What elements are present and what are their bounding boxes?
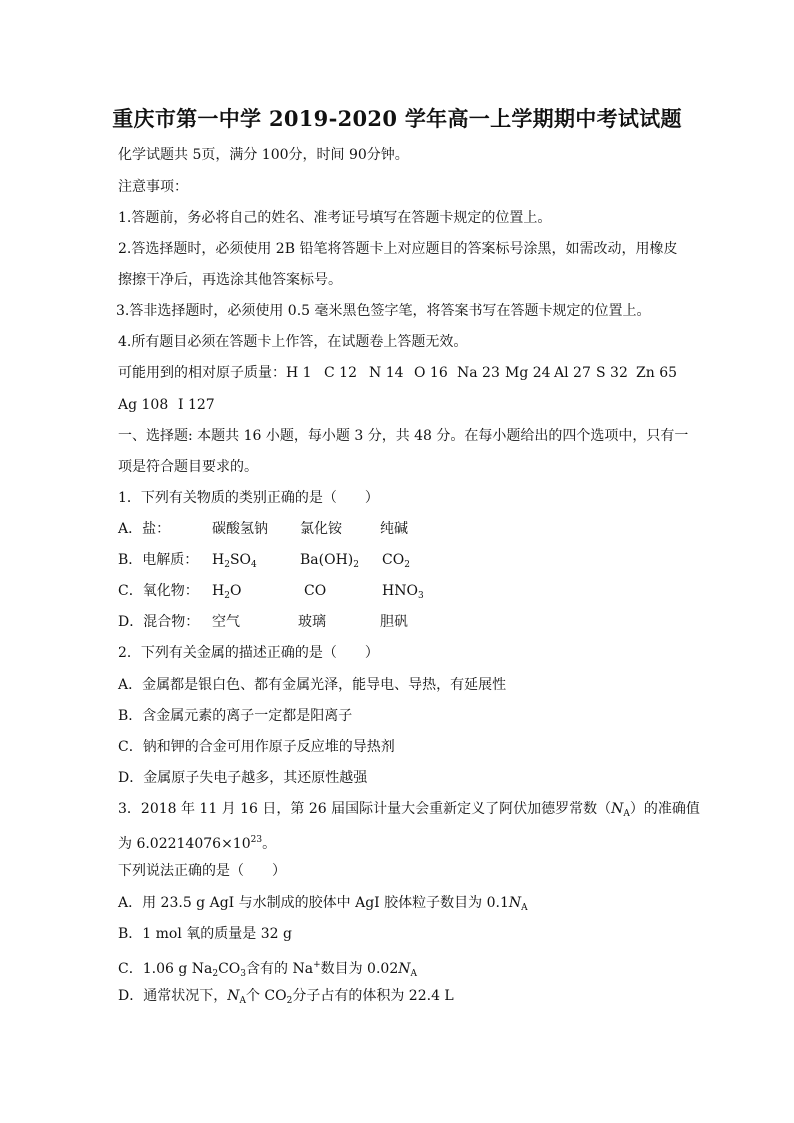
atomic-mass: Al 27 — [554, 365, 591, 381]
atomic-mass: I 127 — [178, 397, 215, 413]
option-item: 玻璃 — [298, 614, 326, 630]
exam-intro: 化学试题共 5页，满分 100分，时间 90分钟。 — [118, 147, 409, 163]
q3-option-d — [118, 987, 454, 1010]
formula-part: SO — [229, 552, 252, 568]
formula-co: CO — [304, 583, 327, 599]
formula-subscript: 2 — [224, 591, 230, 601]
question-3-stem-cont — [118, 831, 276, 853]
q2-option-b: B．含金属元素的离子一定都是阳离子 — [118, 708, 353, 724]
q2-option-d: D．金属原子失电子越多，其还原性越强 — [118, 770, 368, 786]
atomic-mass: O 16 — [414, 365, 448, 381]
avogadro-symbol: N — [227, 988, 240, 1004]
section-heading-cont: 项是符合题目要求的。 — [118, 459, 258, 475]
formula-subscript: 4 — [251, 560, 257, 570]
q3-option-a — [118, 894, 528, 917]
option-label: C．氧化物： — [118, 583, 199, 599]
question-1-stem: 1．下列有关物质的类别正确的是（ ） — [118, 490, 379, 506]
formula-subscript: 2 — [286, 996, 293, 1006]
option-label: A．盐： — [118, 521, 171, 537]
formula-hno3 — [382, 582, 424, 605]
note-2-cont: 擦擦干净后，再选涂其他答案标号。 — [118, 272, 342, 288]
formula-subscript: 2 — [404, 560, 410, 570]
question-2-stem: 2．下列有关金属的描述正确的是（ ） — [118, 645, 379, 661]
charge-superscript: + — [313, 960, 321, 970]
formula-baoh2 — [300, 551, 359, 574]
stem-text: 3．2018 年 11 月 16 日，第 26 届国际计量大会重新定义了阿伏加德罗常数（ — [118, 801, 612, 817]
page-title: 重庆市第一中学 2019-2020 学年高一上学期期中考试试题 — [112, 106, 682, 131]
question-3-prompt: 下列说法正确的是（ ） — [118, 863, 286, 879]
stem-text: ）的准确值 — [629, 801, 700, 817]
formula-subscript: 2 — [353, 560, 359, 570]
option-item: 空气 — [212, 614, 240, 630]
question-3-stem — [118, 800, 700, 823]
option-text: 分子占有的体积为 22.4 L — [292, 988, 454, 1004]
q3-option-b: B．1 mol 氧的质量是 32 g — [118, 926, 292, 942]
atomic-mass: H 1 — [286, 365, 312, 381]
formula-part: Ba(OH) — [300, 552, 354, 568]
formula-subscript: 3 — [417, 591, 424, 601]
formula-co2 — [382, 551, 410, 574]
option-item: 纯碱 — [380, 521, 408, 537]
option-text: 数目为 0.02 — [320, 961, 399, 977]
formula-subscript: 2 — [212, 969, 219, 979]
stem-text: 为 6.02214076×10 — [118, 836, 251, 852]
stem-text: 。 — [262, 836, 277, 852]
avogadro-subscript: A — [521, 903, 528, 913]
formula-part: HNO — [382, 583, 418, 599]
note-1: 1.答题前，务必将自己的姓名、准考证号填写在答题卡规定的位置上。 — [118, 210, 552, 226]
option-label: B．电解质： — [118, 552, 199, 568]
notes-heading: 注意事项： — [118, 179, 188, 195]
atomic-mass: Ag 108 — [118, 397, 169, 413]
option-text: 个 CO — [245, 988, 287, 1004]
avogadro-symbol: N — [611, 801, 624, 817]
atomic-mass: C 12 — [324, 365, 357, 381]
note-4: 4.所有题目必须在答题卡上作答，在试题卷上答题无效。 — [118, 334, 468, 350]
atomic-mass: S 32 — [596, 365, 628, 381]
avogadro-subscript: A — [410, 969, 417, 979]
atomic-mass: N 14 — [369, 365, 404, 381]
atomic-masses-label: 可能用到的相对原子质量： — [118, 365, 286, 381]
formula-subscript: 2 — [224, 560, 230, 570]
option-text: C．1.06 g Na — [118, 961, 213, 977]
option-item: 碳酸氢钠 — [212, 521, 268, 537]
option-item: 氯化铵 — [300, 521, 342, 537]
atomic-mass: Mg 24 — [505, 365, 551, 381]
formula-h2o — [212, 582, 241, 605]
avogadro-subscript: A — [239, 996, 246, 1006]
formula-subscript: 3 — [240, 969, 247, 979]
q3-option-c — [118, 956, 417, 983]
avogadro-subscript: A — [623, 809, 630, 819]
option-label: D．混合物： — [118, 614, 200, 630]
atomic-mass: Na 23 — [457, 365, 500, 381]
note-2: 2.答选择题时，必须使用 2B 铅笔将答题卡上对应题目的答案标号涂黑，如需改动，用橡皮 — [118, 241, 678, 257]
avogadro-symbol: N — [508, 895, 522, 911]
note-3: 3.答非选择题时，必须使用 0.5 毫米黑色签字笔，将答案书写在答题卡规定的位置上。 — [116, 303, 651, 319]
q2-option-a: A．金属都是银白色、都有金属光泽，能导电、导热，有延展性 — [118, 677, 507, 693]
avogadro-symbol: N — [398, 961, 411, 977]
formula-part: H — [212, 583, 225, 599]
option-text: D．通常状况下， — [118, 988, 228, 1004]
formula-part: CO — [382, 552, 405, 568]
option-item: 胆矾 — [380, 614, 408, 630]
formula-part: H — [212, 552, 225, 568]
option-text: A．用 23.5 g AgI 与水制成的胶体中 AgI 胶体粒子数目为 0.1 — [118, 895, 509, 911]
section-heading: 一、选择题: 本题共 16 小题，每小题 3 分，共 48 分。在每小题给出的四个选项中，只有一 — [118, 428, 689, 444]
option-text: CO — [218, 961, 241, 977]
formula-part: O — [229, 583, 242, 599]
atomic-mass: Zn 65 — [636, 365, 678, 381]
exponent: 23 — [250, 835, 263, 845]
formula-h2so4 — [212, 551, 257, 574]
q2-option-c: C．钠和钾的合金可用作原子反应堆的导热剂 — [118, 739, 395, 755]
option-text: 含有的 Na — [246, 961, 314, 977]
